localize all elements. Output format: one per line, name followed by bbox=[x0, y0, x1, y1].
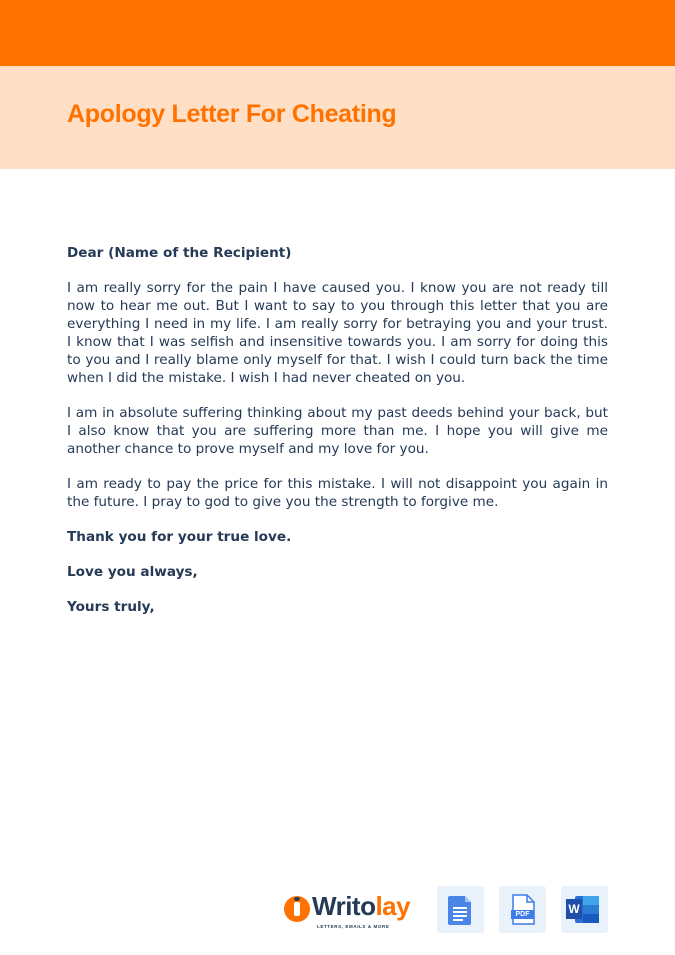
top-accent-bar bbox=[0, 0, 675, 66]
pdf-label: PDF bbox=[511, 910, 534, 919]
closing-line: Love you always, bbox=[67, 564, 198, 580]
letter-paragraph-3: I am ready to pay the price for this mistake. I will not disappoint you again in the future. I pray to god to give you the strength to forgive me. bbox=[67, 476, 608, 510]
pdf-download-button[interactable] bbox=[499, 886, 546, 933]
thanks-line: Thank you for your true love. bbox=[67, 529, 292, 545]
word-download-button[interactable] bbox=[561, 886, 608, 933]
letter-paragraph-2: I am in absolute suffering thinking about my past deeds behind your back, but I also know that you are suffering more than me. I hope you will give me another chance to prove myself and my love for you. bbox=[67, 405, 608, 457]
brand-mark-icon bbox=[284, 896, 310, 922]
google-docs-icon[interactable] bbox=[437, 886, 484, 933]
letter-body bbox=[67, 244, 608, 633]
page-title: Apology Letter For Cheating bbox=[67, 100, 397, 128]
writolay-logo[interactable] bbox=[284, 893, 416, 931]
letter-paragraph-1: I am really sorry for the pain I have caused you. I know you are not ready till now to hear me out. But I want to say to you through this letter that you are everything I need in my life. I am really sorry for betraying you and your trust. I know that I was selfish and insensitive towards you. I am sorry for doing this to you and I really blame only myself for that. I wish I could turn back the time when I did the mistake. I wish I had never cheated on you. bbox=[67, 280, 608, 386]
brand-tagline: LETTERS, EMAILS & MORE bbox=[317, 924, 390, 929]
footer bbox=[284, 886, 610, 934]
salutation: Dear (Name of the Recipient) bbox=[67, 245, 292, 261]
word-label: W bbox=[566, 899, 582, 919]
signoff-line: Yours truly, bbox=[67, 599, 155, 615]
brand-name: Writolay bbox=[312, 891, 411, 921]
